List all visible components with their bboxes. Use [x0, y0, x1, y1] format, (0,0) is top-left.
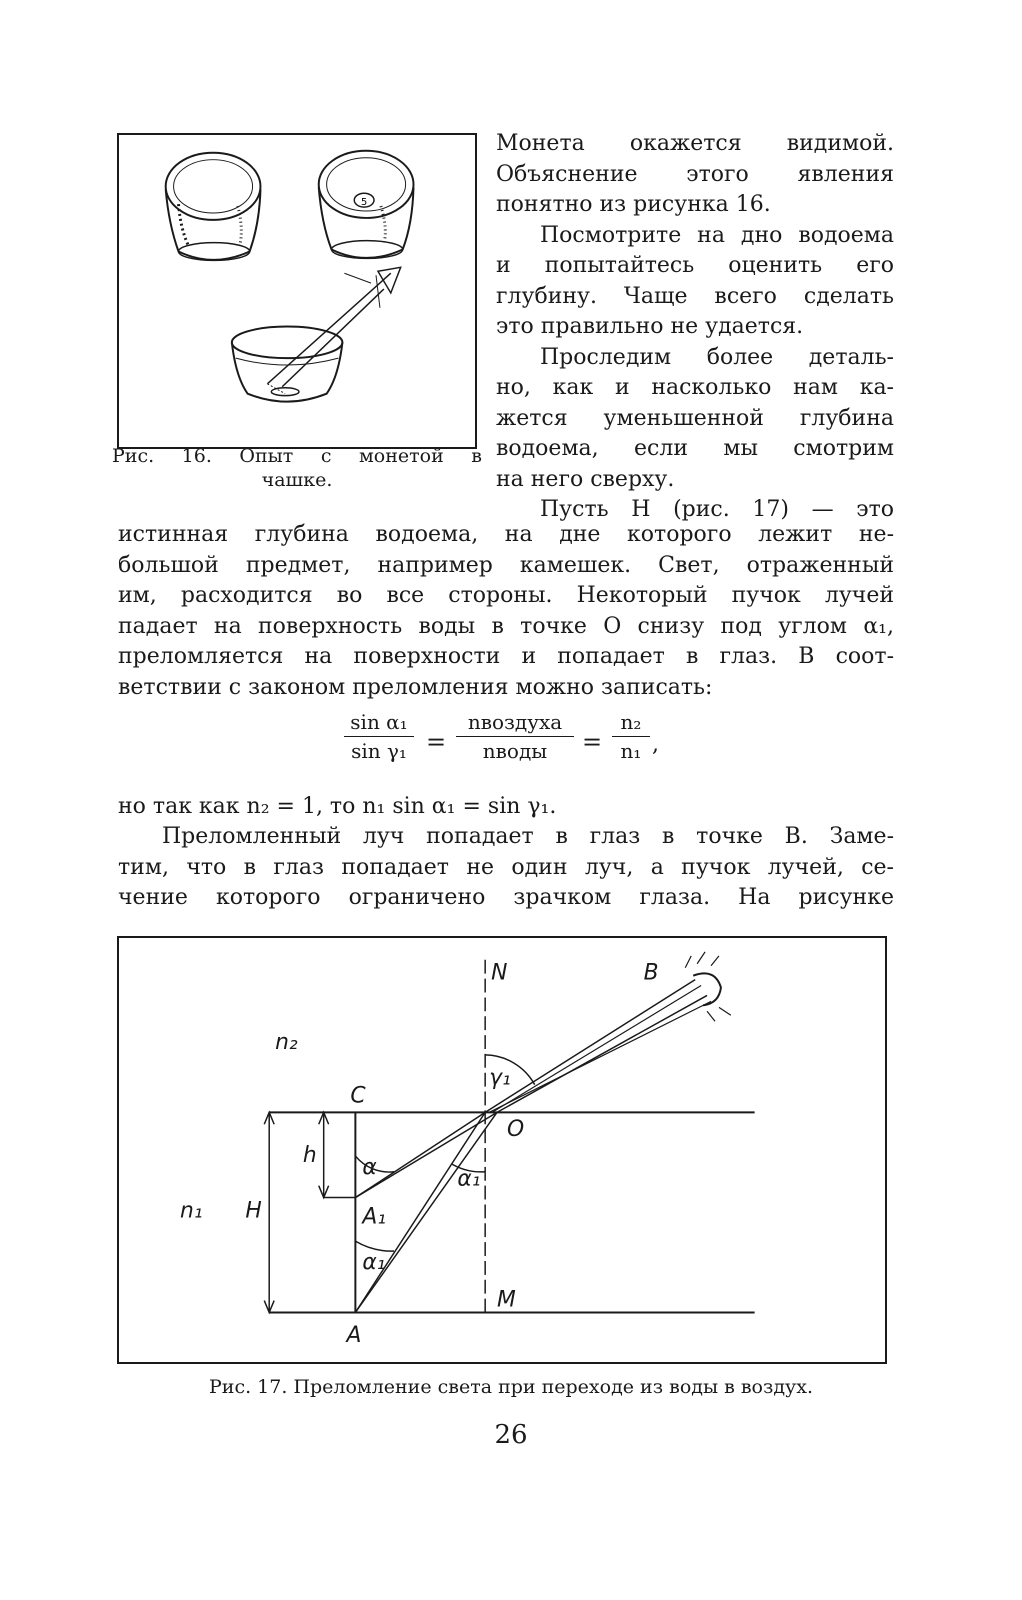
fraction-denominator: nводы — [482, 739, 548, 763]
label-alpha1-right: α₁ — [457, 1166, 481, 1192]
figure-16 — [117, 133, 477, 449]
text-line: это правильно не удается. — [496, 314, 804, 339]
label-n2: n₂ — [275, 1029, 298, 1055]
fraction-sines — [344, 710, 414, 763]
label-alpha1-left: α₁ — [362, 1249, 386, 1275]
text-line: Преломленный луч попадает в глаз в точке B. Заме- — [162, 824, 894, 849]
text-line: на него сверху. — [496, 466, 675, 492]
label-O: O — [506, 1117, 525, 1143]
bowl-with-water-drawing — [232, 267, 401, 401]
equals-sign: = — [426, 728, 447, 756]
text-line: им, расходится во все стороны. Некоторый пучок лучей — [118, 583, 894, 608]
fraction-numerator: sin α₁ — [344, 710, 414, 737]
figure-16-drawing — [119, 135, 475, 447]
figure-17-diagram — [119, 938, 885, 1362]
text-line: истинная глубина водоема, на дне которого лежит не- — [118, 522, 894, 547]
text-line: чение которого ограничено зрачком глаза. На рисунке — [118, 885, 894, 910]
text-line: Проследим более деталь- — [540, 344, 894, 370]
after-formula-line: но так как n₂ = 1, то n₁ sin α₁ = sin γ₁. — [118, 794, 557, 819]
paragraph-refracted-ray — [118, 822, 894, 914]
label-gamma1: γ₁ — [489, 1065, 511, 1091]
text-line: жется уменьшенной глубина — [496, 405, 894, 431]
fraction-denominator: n₁ — [620, 739, 642, 763]
formula-comma: , — [652, 732, 659, 757]
text-line: понятно из рисунка 16. — [496, 192, 771, 217]
label-n1: n₁ — [180, 1198, 203, 1224]
label-N: N — [491, 960, 508, 986]
text-line: Объяснение этого явления — [496, 161, 894, 187]
text-line: но, как и насколько нам ка- — [496, 375, 894, 400]
page-number: 26 — [494, 1420, 528, 1450]
text-line: большой предмет, например камешек. Свет, отраженный — [118, 552, 894, 578]
fraction-indices — [612, 710, 650, 763]
label-A: A — [346, 1323, 362, 1349]
text-line: преломляется на поверхности и попадает в глаз. В соот- — [118, 644, 894, 669]
label-C: C — [350, 1083, 366, 1109]
text-line: ветствии с законом преломления можно записать: — [118, 674, 713, 700]
text-line: Посмотрите на дно водоема — [540, 222, 894, 248]
refracted-ray — [492, 986, 701, 1113]
label-M: M — [497, 1287, 516, 1313]
fraction-numerator: n₂ — [612, 710, 650, 737]
text-line: водоема, если мы смотрим — [496, 436, 894, 461]
text-line: глубину. Чаще всего сделать — [496, 283, 894, 309]
figure-17-caption: Рис. 17. Преломление света при переходе из воды в воздух. — [209, 1376, 813, 1398]
text-line: Пусть H (рис. 17) — это — [540, 497, 894, 522]
equals-sign: = — [582, 728, 603, 756]
text-line: и попытайтесь оценить его — [496, 253, 894, 278]
text-line: Монета окажется видимой. — [496, 131, 894, 156]
label-B: B — [643, 960, 659, 986]
figure-16-caption-line1: Рис. 16. Опыт с монетой в — [112, 445, 482, 467]
label-alpha: α — [362, 1154, 377, 1180]
fraction-denominator: sin γ₁ — [351, 739, 407, 763]
fraction-numerator: nвоздуха — [456, 710, 574, 737]
figure-16-caption-line2: чашке. — [261, 469, 333, 491]
label-H: H — [245, 1198, 262, 1224]
text-line: тим, что в глаз попадает не один луч, а пучок лучей, се- — [118, 854, 894, 880]
refracted-ray — [497, 995, 707, 1112]
empty-cup-drawing — [166, 153, 261, 261]
figure-17 — [117, 936, 887, 1364]
label-A1: A₁ — [362, 1204, 386, 1230]
coin-mark: 5 — [360, 197, 368, 209]
refracted-ray — [489, 1001, 711, 1112]
label-h: h — [302, 1142, 317, 1168]
refracted-ray — [485, 980, 695, 1113]
refraction-formula — [344, 710, 684, 780]
text-line: падает на поверхность воды в точке O снизу под углом α₁, — [118, 613, 894, 639]
column-text — [496, 129, 894, 526]
body-text — [118, 520, 894, 703]
fraction-indices-names — [456, 710, 574, 763]
figure-16-caption — [112, 444, 482, 492]
